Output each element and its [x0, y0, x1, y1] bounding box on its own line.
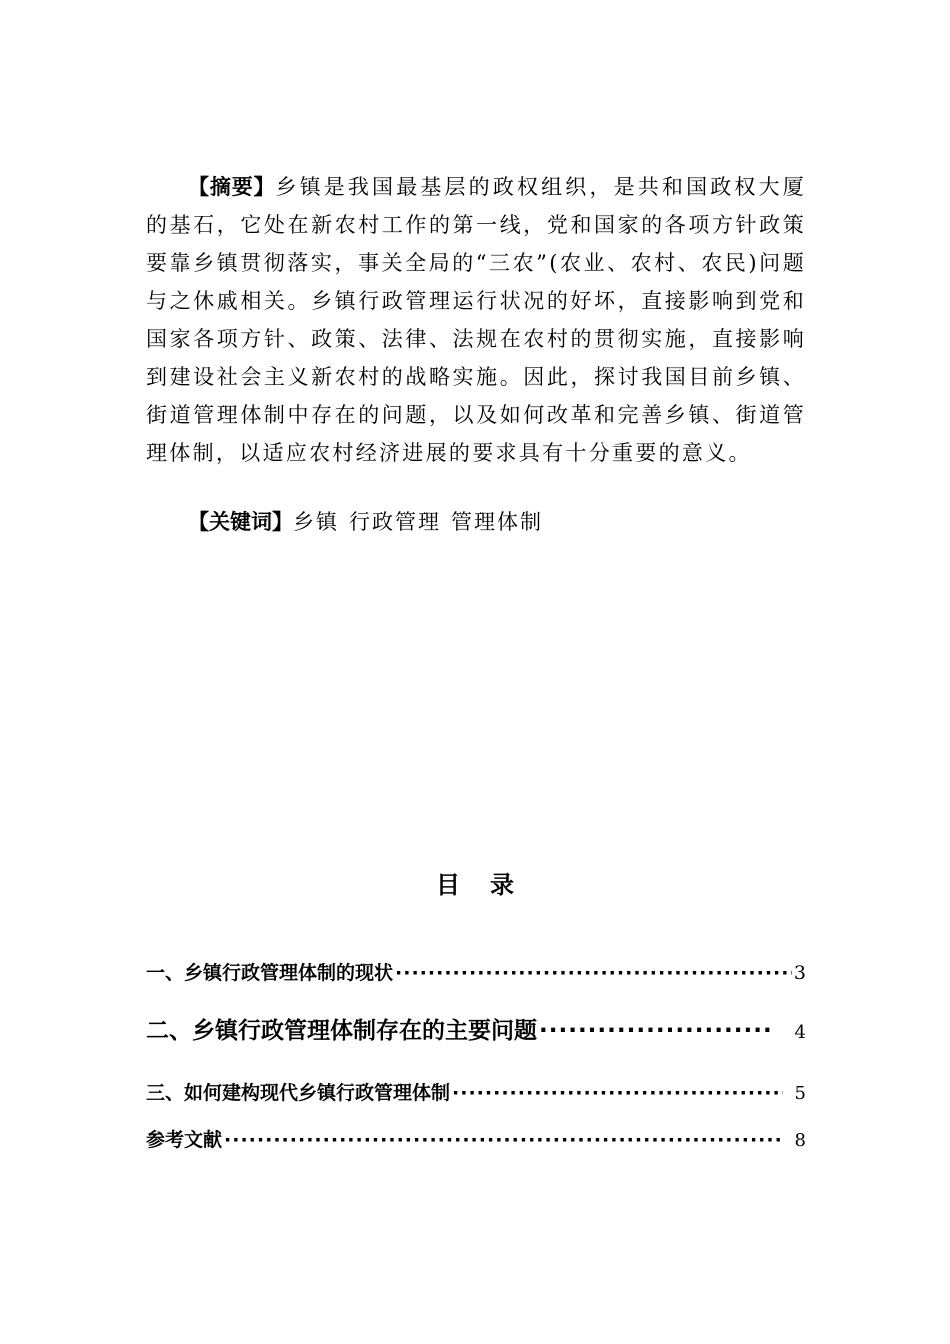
- keywords-label: 【关键词】: [188, 510, 293, 534]
- toc-entry-title: 三、如何建构现代乡镇行政管理体制: [146, 1082, 451, 1104]
- toc-entry: [146, 958, 806, 985]
- toc-entry: [146, 1125, 806, 1152]
- keyword-term: 乡镇: [293, 510, 339, 534]
- toc-entry: [146, 1078, 806, 1105]
- abstract-label: 【摘要】: [188, 175, 276, 199]
- toc-dot-leader: [395, 962, 792, 984]
- abstract-text: 乡镇是我国最基层的政权组织，是共和国政权大厦的基石，它处在新农村工作的第一线，党和国家的各项方针政策要靠乡镇贯彻落实，事关全局的“三农”(农业、农村、农民)问题与之休戚相关。乡镇行政管理运行状况的好坏，直接影响到党和国家各项方针、政策、法律、法规在农村的贯彻实施，直接影响到建设社会主义新农村的战略实施。因此，探讨我国目前乡镇、街道管理体制中存在的问题，以及如何改革和完善乡镇、街道管理体制，以适应农村经济进展的要求具有十分重要的意义。: [146, 175, 807, 465]
- keyword-term: 管理体制: [451, 510, 543, 534]
- toc-entry-title: 参考文献: [146, 1129, 223, 1151]
- toc-page-number: 8: [794, 1130, 806, 1151]
- toc-entry-title: 二、乡镇行政管理体制存在的主要问题: [146, 1018, 537, 1044]
- toc-page-number: 3: [793, 962, 806, 984]
- toc-dot-leader: [539, 1018, 775, 1044]
- keyword-term: 行政管理: [349, 510, 441, 534]
- abstract-paragraph: [146, 168, 806, 472]
- toc-entry: [146, 1012, 806, 1045]
- toc-dot-leader: [224, 1129, 783, 1151]
- toc-page-number: 5: [794, 1083, 806, 1104]
- keywords-line: [188, 503, 553, 541]
- toc-title: 目录: [436, 871, 544, 899]
- toc-entry-title: 一、乡镇行政管理体制的现状: [146, 962, 394, 984]
- toc-dot-leader: [452, 1082, 783, 1104]
- toc-page-number: 4: [794, 1022, 806, 1043]
